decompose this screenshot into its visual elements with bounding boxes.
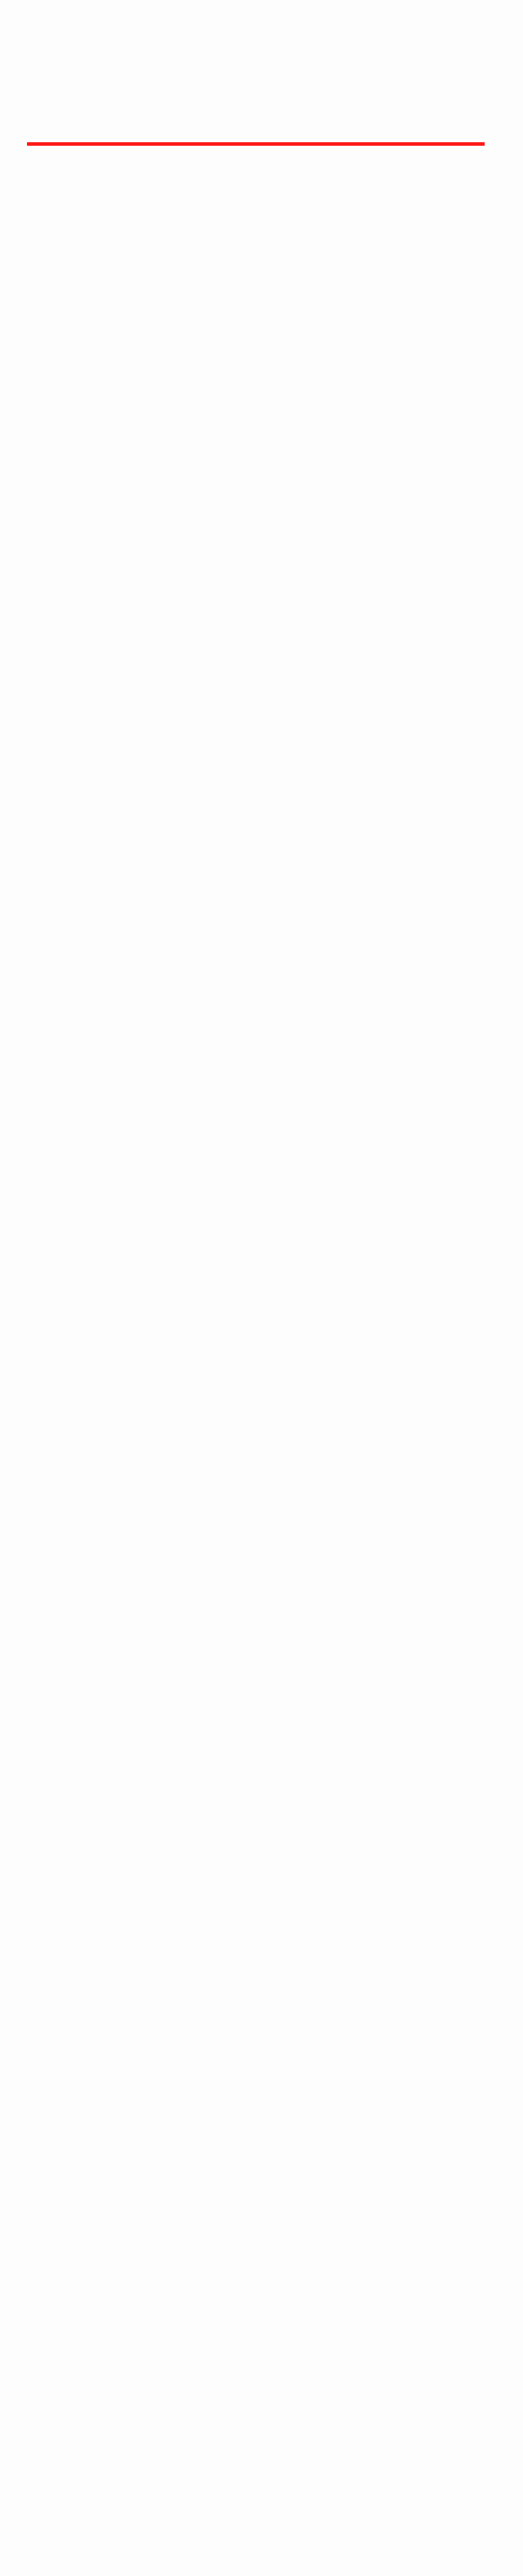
masthead-red-rule (27, 142, 485, 146)
